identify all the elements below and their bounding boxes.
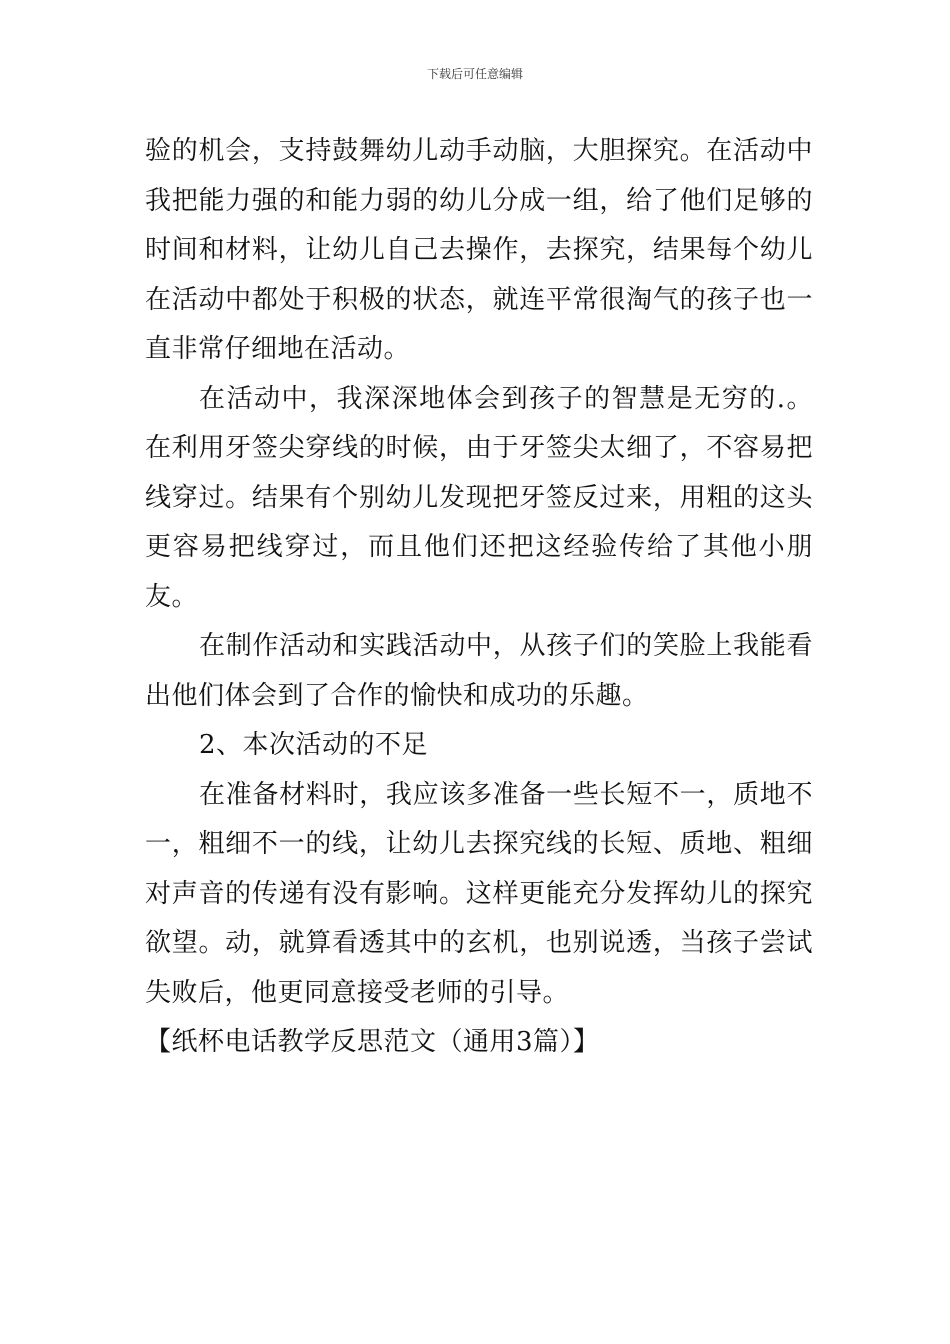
page-header-note: 下载后可任意编辑 <box>426 67 523 81</box>
section-heading-shortcomings: 2、本次活动的不足 <box>199 730 429 760</box>
paragraph-continuation: 验的机会，支持鼓舞幼儿动手动脑，大胆探究。在活动中我把能力强的和能力弱的幼儿分成一组，给了他们足够的时间和材料，让幼儿自己去操作，去探究，结果每个幼儿在活动中都处于积极的状态，就连平常很淘气的孩子也一直非常仔细地在活动。 <box>145 136 813 364</box>
document-title-footer: 【纸杯电话教学反思范文（通用3篇）】 <box>145 1027 600 1057</box>
paragraph-wisdom: 在活动中，我深深地体会到孩子的智慧是无穷的.。在利用牙签尖穿线的时候，由于牙签尖太细了，不容易把线穿过。结果有个别幼儿发现把牙签反过来，用粗的这头更容易把线穿过，而且他们还把这经验传给了其他小朋友。 <box>145 383 813 612</box>
document-body <box>145 127 813 1068</box>
paragraph-cooperation: 在制作活动和实践活动中，从孩子们的笑脸上我能看出他们体会到了合作的愉快和成功的乐趣。 <box>145 631 813 711</box>
paragraph-materials: 在准备材料时，我应该多准备一些长短不一，质地不一，粗细不一的线，让幼儿去探究线的长短、质地、粗细对声音的传递有没有影响。这样更能充分发挥幼儿的探究欲望。动，就算看透其中的玄机，也别说透，当孩子尝试失败后，他更同意接受老师的引导。 <box>145 779 813 1008</box>
